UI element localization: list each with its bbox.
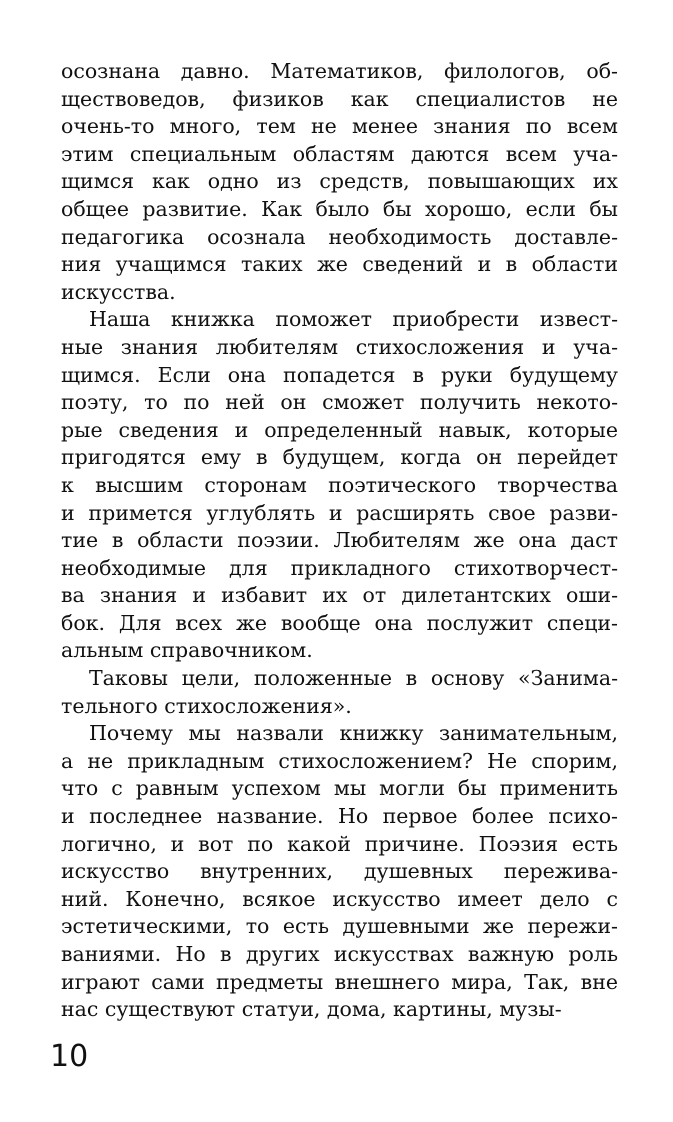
text-line: логично, и вот по какой причине. Поэзия есть (61, 831, 618, 856)
text-line: очень-то много, тем не менее знания по всем (61, 114, 618, 139)
text-line: пригодятся ему в будущем, когда он перейдет (61, 445, 618, 470)
text-line: необходимые для прикладного стихотворчест- (61, 555, 618, 580)
text-line: а не прикладным стихосложением? Не спорим, (61, 748, 618, 773)
paragraph (61, 58, 618, 306)
text-line: этим специальным областям даются всем уча- (61, 141, 618, 166)
text-line: играют сами предметы внешнего мира, Так, вне (61, 969, 618, 994)
text-line: ществоведов, физиков как специалистов не (61, 86, 618, 111)
text-line: щимся. Если она попадется в руки будущему (61, 362, 618, 387)
text-line: Таковы цели, положенные в основу «Занима- (89, 666, 618, 691)
text-line: Наша книжка поможет приобрести извест- (89, 307, 618, 332)
text-line: осознана давно. Математиков, филологов, об- (61, 59, 618, 83)
text-line: тие в области поэзии. Любителям же она даст (61, 528, 618, 553)
text-line: нас существуют статуи, дома, картины, музы- (61, 997, 562, 1022)
body-text (61, 58, 618, 1024)
text-line: и примется углублять и расширять свое разви- (61, 500, 618, 525)
text-line: ний. Конечно, всякое искусство имеет дело с (61, 886, 618, 911)
text-line: рые сведения и определенный навык, которые (61, 417, 618, 442)
text-line: и последнее название. Но первое более психо- (61, 804, 618, 829)
text-line: щимся как одно из средств, повышающих их (61, 169, 618, 194)
text-line: педагогика осознала необходимость доставле- (61, 224, 618, 249)
paragraph (61, 665, 618, 720)
text-line: Почему мы назвали книжку занимательным, (89, 721, 618, 746)
text-line: эстетическими, то есть душевными же пережи- (61, 914, 618, 939)
text-line: ные знания любителям стихосложения и уча- (61, 334, 618, 359)
text-line: ваниями. Но в других искусствах важную роль (61, 942, 618, 966)
text-line: искусство внутренних, душевных пережива- (61, 859, 618, 884)
text-line: к высшим сторонам поэтического творчества (61, 472, 618, 497)
paragraph (61, 720, 618, 1024)
paragraph (61, 306, 618, 665)
text-line: альным справочником. (61, 638, 313, 663)
page-number: 10 (50, 1039, 89, 1074)
text-line: поэту, то по ней он сможет получить некото- (61, 390, 618, 415)
text-line: что с равным успехом мы могли бы применить (61, 776, 618, 801)
text-line: общее развитие. Как было бы хорошо, если бы (61, 196, 618, 221)
text-line: бок. Для всех же вообще она послужит специ- (61, 610, 618, 635)
text-line: ва знания и избавит их от дилетантских оши- (61, 583, 618, 608)
text-line: тельного стихосложения». (61, 693, 352, 718)
text-line: ния учащимся таких же сведений и в области (61, 252, 618, 277)
text-line: искусства. (61, 279, 176, 304)
